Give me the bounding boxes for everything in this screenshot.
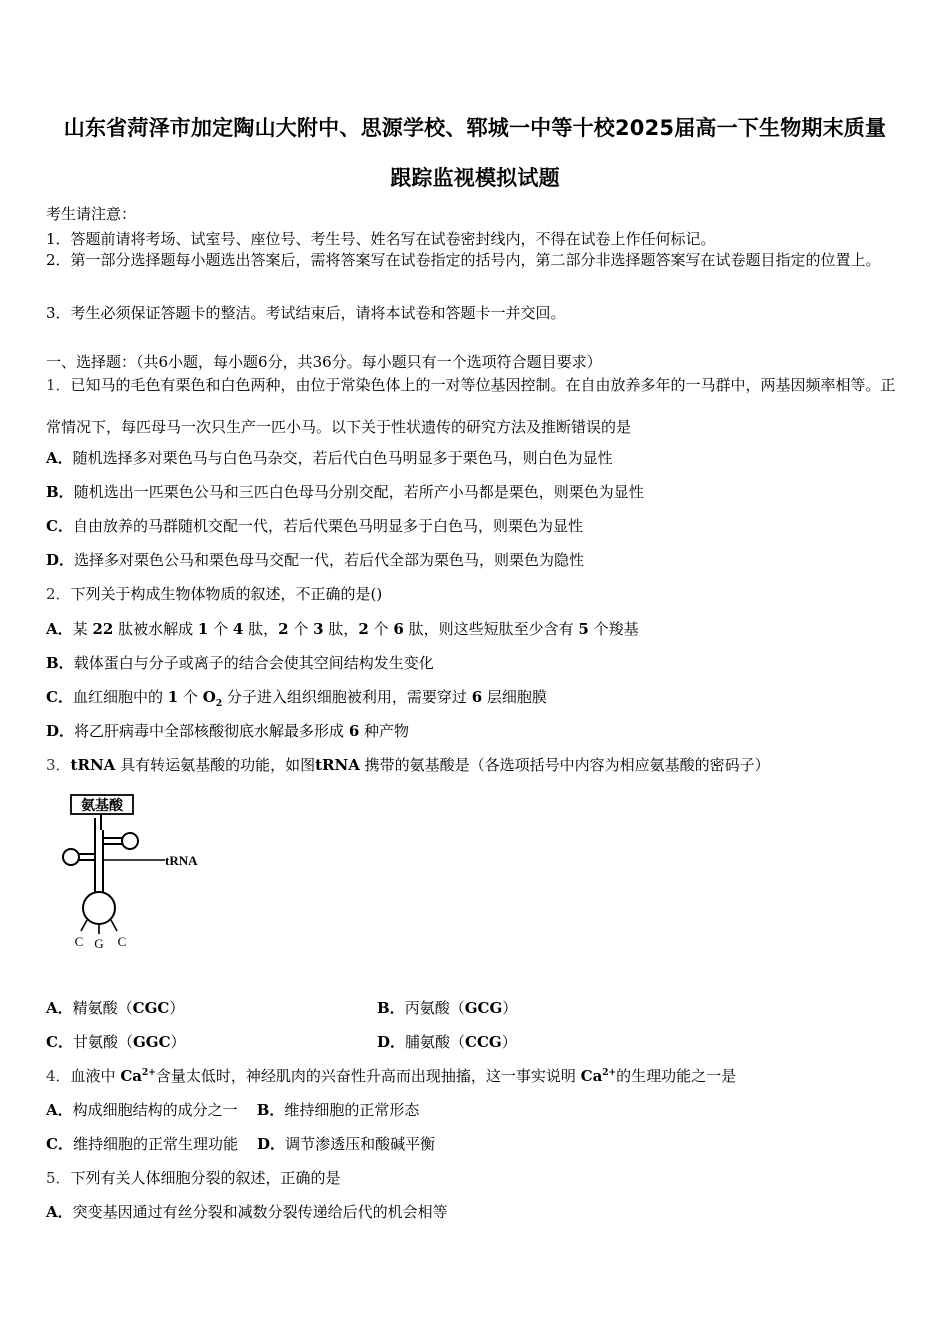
number: 22 [92, 620, 114, 638]
option-text: 随机选择多对栗色马与白色马杂交，若后代白色马明显多于栗色马，则白色为显性 [72, 449, 613, 467]
question-4-options-row-1 [46, 1099, 419, 1120]
codon: CGC [132, 999, 170, 1017]
codon: GGC [132, 1033, 171, 1051]
anticodon-base-2: G [94, 936, 104, 951]
codon: GCG [464, 999, 503, 1017]
number: 4 [232, 620, 244, 638]
option-letter: A． [46, 1101, 73, 1119]
option-text: 将乙肝病毒中全部核酸彻底水解最多形成 [74, 722, 345, 740]
calcium-ion: $Ca^{2+}$ [580, 1067, 617, 1085]
document-title-line2: 跟踪监视模拟试题 [390, 166, 560, 190]
option-letter: A． [46, 620, 73, 638]
option-text: 肽，则这些短肽至少含有 [408, 620, 574, 638]
question-3-option-b [377, 997, 517, 1018]
trna-left-loop [63, 849, 79, 865]
document-title-line1: 山东省菏泽市加定陶山大附中、思源学校、郓城一中等十校2025届高一下生物期末质量 [63, 116, 887, 140]
question-number: 5． [46, 1169, 71, 1187]
option-text: 个 [293, 620, 309, 638]
option-text: 个 [213, 620, 229, 638]
option-text: 维持细胞的正常生理功能 [72, 1135, 238, 1153]
question-2-option-a [46, 618, 639, 639]
question-1-option-c [46, 515, 583, 536]
option-text: 构成细胞结构的成分之一 [72, 1101, 238, 1119]
option-text: ） [169, 999, 185, 1017]
option-text: 种产物 [364, 722, 410, 740]
question-number: 4． [46, 1067, 71, 1085]
option-letter: A． [46, 1203, 73, 1221]
question-text: 已知马的毛色有栗色和白色两种，由位于常染色体上的一对等位基因控制。在自由放养多年的一马群中，两基因频率相等。正常情况下，每匹母马一次只生产一匹小马。以下关于性状遗传的研究方法及推断错误的是 [46, 376, 896, 436]
question-5-option-a [46, 1201, 448, 1222]
oxygen-formula: $O_2$ [202, 688, 223, 709]
question-number: 2． [46, 585, 71, 603]
question-3-option-c [46, 1031, 186, 1052]
option-letter: B． [256, 1101, 285, 1119]
number: 1 [197, 620, 209, 638]
option-text: 肽， [328, 620, 359, 638]
question-1-option-a [46, 447, 613, 468]
option-letter: D． [46, 551, 75, 569]
anticodon-base-3: C [117, 934, 127, 949]
question-text: 下列有关人体细胞分裂的叙述，正确的是 [70, 1169, 341, 1187]
trna-term: tRNA [70, 756, 116, 774]
question-text: 具有转运氨基酸的功能，如图 [120, 756, 316, 774]
option-letter: A． [46, 449, 73, 467]
option-letter: C． [46, 517, 73, 535]
option-letter: B． [46, 654, 74, 672]
question-3-option-d [377, 1031, 517, 1052]
question-text: 含量太低时，神经肌肉的兴奋性升高而出现抽搐，这一事实说明 [155, 1067, 576, 1085]
question-1-option-b [46, 481, 644, 502]
trna-term: tRNA [315, 756, 360, 774]
question-3-option-a [46, 997, 184, 1018]
option-text: 血红细胞中的 [72, 688, 163, 706]
number: 3 [313, 620, 324, 638]
acceptor-stem [95, 814, 101, 830]
option-letter: D． [46, 722, 75, 740]
option-text: 个 [182, 688, 198, 706]
option-text: 载体蛋白与分子或离子的结合会使其空间结构发生变化 [73, 654, 434, 672]
number: 2 [358, 620, 369, 638]
question-2-option-c [46, 686, 547, 709]
option-text: 个羧基 [593, 620, 639, 638]
number: 6 [348, 722, 360, 740]
question-4-stem [46, 1065, 736, 1086]
option-text: 肽， [248, 620, 279, 638]
option-text: ） [502, 999, 518, 1017]
option-text: ） [501, 1033, 517, 1051]
trna-label: tRNA [165, 853, 198, 868]
number: 6 [393, 620, 404, 638]
question-text: 血液中 [70, 1067, 116, 1085]
option-text: 某 [72, 620, 88, 638]
section-heading: 一、选择题：（共6小题，每小题6分，共36分。每小题只有一个选项符合题目要求） [46, 353, 602, 371]
option-letter: A． [46, 999, 73, 1017]
option-text: 突变基因通过有丝分裂和减数分裂传递给后代的机会相等 [72, 1203, 448, 1221]
option-text: 脯氨酸（ [405, 1033, 466, 1051]
number: 1 [167, 688, 179, 706]
number: 6 [471, 688, 483, 706]
question-text: 携带的氨基酸是（各选项括号中内容为相应氨基酸的密码子） [364, 756, 770, 774]
option-letter: C． [46, 1033, 73, 1051]
trna-left-arm [79, 854, 95, 860]
option-text: ） [170, 1033, 186, 1051]
option-letter: B． [377, 999, 405, 1017]
anticodon-ticks [81, 920, 117, 934]
option-text: 甘氨酸（ [72, 1033, 133, 1051]
option-text: 调节渗透压和酸碱平衡 [285, 1135, 436, 1153]
trna-diagram [55, 790, 225, 959]
question-number: 1． [46, 376, 71, 394]
option-text: 个 [373, 620, 389, 638]
question-2-stem [46, 583, 382, 604]
option-text: 分子进入组织细胞被利用，需要穿过 [226, 688, 467, 706]
option-letter: B． [46, 483, 74, 501]
option-letter: C． [46, 688, 73, 706]
option-text: 选择多对栗色公马和栗色母马交配一代，若后代全部为栗色马，则栗色为隐性 [74, 551, 585, 569]
option-text: 层细胞膜 [486, 688, 547, 706]
option-text: 随机选出一匹栗色公马和三匹白色母马分别交配，若所产小马都是栗色，则栗色为显性 [73, 483, 644, 501]
amino-acid-label: 氨基酸 [81, 798, 123, 814]
option-letter: D． [257, 1135, 286, 1153]
notice-heading: 考生请注意： [46, 205, 137, 223]
question-1-stem [46, 364, 908, 448]
number: 5 [578, 620, 589, 638]
question-text: 下列关于构成生物体物质的叙述，不正确的是() [70, 585, 383, 603]
notice-item-2: 2．第一部分选择题每小题选出答案后，需将答案写在试卷指定的括号内，第二部分非选择题答案写在试卷题目指定的位置上。 [46, 251, 881, 269]
question-1-option-d [46, 549, 584, 570]
question-2-option-d [46, 720, 409, 741]
option-text: 丙氨酸（ [404, 999, 465, 1017]
question-4-options-row-2 [46, 1133, 435, 1154]
notice-item-3: 3．考生必须保证答题卡的整洁。考试结束后，请将本试卷和答题卡一并交回。 [46, 304, 566, 322]
calcium-ion: $Ca^{2+}$ [120, 1067, 156, 1085]
question-2-option-b [46, 652, 434, 673]
codon: CCG [465, 1033, 502, 1051]
question-number: 3． [46, 756, 71, 774]
trna-diagram-svg [55, 790, 225, 955]
question-text: 的生理功能之一是 [616, 1067, 737, 1085]
notice-item-1: 1．答题前请将考场、试室号、座位号、考生号、姓名写在试卷密封线内，不得在试卷上作任何标记。 [46, 230, 716, 248]
number: 2 [278, 620, 289, 638]
option-letter: D． [377, 1033, 406, 1051]
question-5-stem [46, 1167, 341, 1188]
question-3-stem [46, 754, 770, 775]
option-text: 精氨酸（ [72, 999, 133, 1017]
trna-right-loop [122, 833, 138, 849]
option-text: 维持细胞的正常形态 [284, 1101, 420, 1119]
option-letter: C． [46, 1135, 73, 1153]
anticodon-base-1: C [74, 934, 84, 949]
anticodon-loop [83, 892, 115, 924]
trna-right-arm [103, 838, 123, 844]
option-text: 肽被水解成 [118, 620, 194, 638]
trna-stem [95, 830, 103, 892]
option-text: 自由放养的马群随机交配一代，若后代栗色马明显多于白色马，则栗色为显性 [72, 517, 583, 535]
